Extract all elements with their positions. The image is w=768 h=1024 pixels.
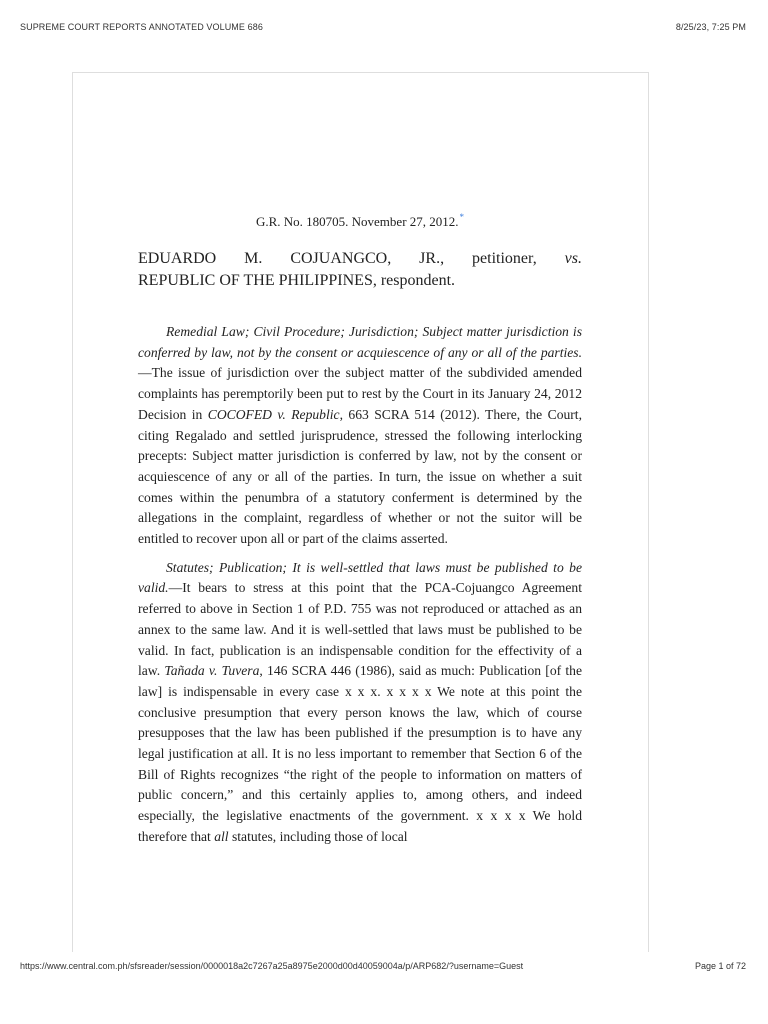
petitioner-surname: COJUANGCO, (290, 250, 392, 267)
syllabus-body-2c: statutes, including those of local (228, 828, 408, 844)
case-number-text: G.R. No. 180705. November 27, 2012. (255, 214, 459, 229)
case-title-line-1 (138, 248, 582, 270)
print-footer (20, 961, 746, 971)
syllabus-body-2b: , 146 SCRA 446 (1986), said as much: Publication [of the law] is indispensable in every case x x x. x x x x We note at this point the conclusive presumption that every person knows the law, which of course presupposes that the law has been published if the presumption is to have any legal justification at all. It is no less important to remember that Section 6 of the Bill of Rights recognizes “the right of the people to information on matters of public concern,” and this certainly applies to, among others, and indeed especially, the legislative enactments of the government. x x x x We hold therefore that (138, 663, 582, 844)
case-number (138, 208, 582, 231)
syllabus-citation-1: COCOFED v. Republic (207, 406, 340, 422)
print-footer-url: https://www.central.com.ph/sfsreader/session/0000018a2c7267a25a8975e2000d00d40059004a/p/ARP682/?username=Guest (20, 961, 524, 971)
page-content (138, 208, 582, 856)
syllabus-body-1a: —The issue of jurisdiction over the subject matter of the subdivided amended complaints has peremptorily been put to rest by the Court in its January 24, 2012 Decision in (138, 365, 582, 422)
petitioner-middle-initial: M. (244, 250, 263, 267)
syllabus-paragraph-1 (138, 322, 582, 550)
syllabus-paragraph-2 (138, 558, 582, 848)
petitioner-role: petitioner, (472, 250, 537, 267)
syllabus-topic-2: Statutes; Publication; It is well-settled that laws must be published to be valid. (138, 559, 582, 596)
print-header (20, 22, 746, 32)
print-header-title: SUPREME COURT REPORTS ANNOTATED VOLUME 686 (20, 22, 263, 32)
print-footer-page-number: Page 1 of 72 (694, 961, 746, 971)
case-title (138, 248, 582, 292)
syllabus-emphasis-2: all (214, 828, 229, 844)
document-page (72, 72, 649, 952)
print-header-timestamp: 8/25/23, 7:25 PM (675, 22, 746, 32)
syllabus-citation-2: Tañada v. Tuvera (164, 663, 260, 679)
versus-label: vs. (564, 250, 582, 267)
petitioner-suffix: JR., (419, 250, 445, 267)
footnote-link[interactable]: * (459, 212, 465, 222)
respondent-name: REPUBLIC OF THE PHILIPPINES, respondent. (138, 272, 456, 289)
syllabus-body-2a: —It bears to stress at this point that the PCA-Cojuangco Agreement referred to above in Section 1 of P.D. 755 was not reproduced or attached as an annex to the same law. And it is well-settled that laws must be published to be valid. In fact, publication is an indispensable condition for the effectivity of a law. (138, 580, 582, 679)
petitioner-first-name: EDUARDO (138, 250, 217, 267)
syllabus-body-1b: , 663 SCRA 514 (2012). There, the Court, citing Regalado and settled jurisprudence, stressed the following interlocking precepts: Subject matter jurisdiction is conferred by law, not by the consent or acquiescence of any or all of the parties. In turn, the issue on whether a suit comes within the penumbra of a statutory conferment is determined by the allegations in the complaint, regardless of whether or not the suitor will be entitled to recover upon all or part of the claims asserted. (138, 406, 582, 547)
syllabus-topic-1: Remedial Law; Civil Procedure; Jurisdiction; Subject matter jurisdiction is conferred by law, not by the consent or acquiescence of any or all of the parties. (138, 324, 582, 360)
